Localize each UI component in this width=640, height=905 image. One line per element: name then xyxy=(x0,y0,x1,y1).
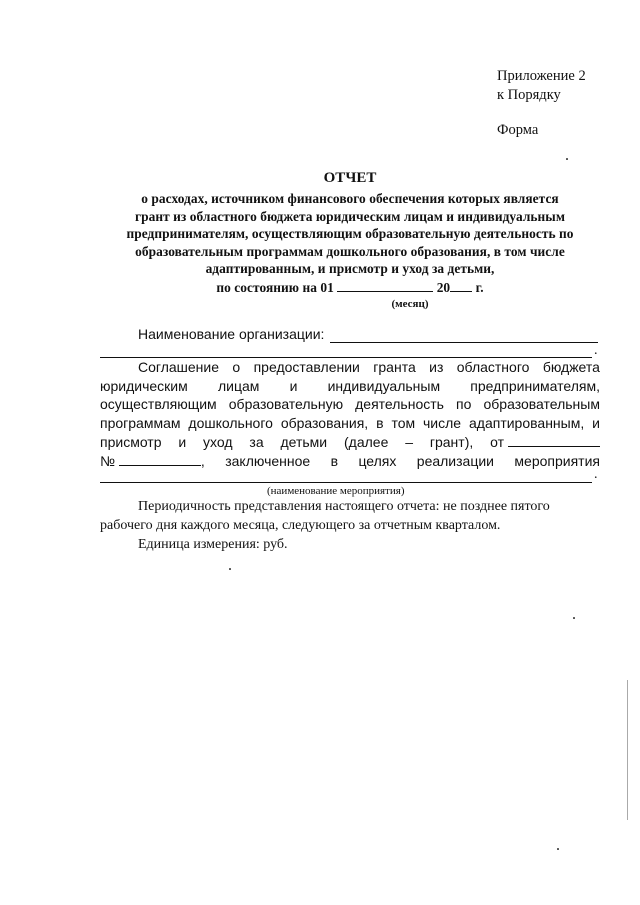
event-name-field xyxy=(100,482,592,483)
month-blank xyxy=(337,278,433,292)
report-date-line xyxy=(60,278,640,297)
organization-name-field xyxy=(330,342,598,343)
agreement-line: Соглашение о предоставлении гранта из областного бюджета xyxy=(138,359,600,375)
line-end-dot: . xyxy=(594,467,598,482)
agreement-number-blank xyxy=(119,452,201,466)
line-end-dot: . xyxy=(594,343,598,358)
appendix-reference xyxy=(497,67,586,105)
agreement-line: юридическим лицам и индивидуальным предпринимателям, xyxy=(100,377,600,394)
date-prefix: по состоянию на 01 xyxy=(216,279,334,295)
agreement-line: № , заключенное в целях реализации мероприятия xyxy=(100,452,600,469)
organization-label: Наименование организации: xyxy=(138,326,325,342)
scan-speck xyxy=(229,568,231,570)
subtitle-line: грант из областного бюджета юридическим лицам и индивидуальным xyxy=(134,208,565,224)
subtitle-line: образовательным программам дошкольного образования, в том числе xyxy=(135,243,565,259)
scan-edge-mark xyxy=(627,680,628,820)
agreement-paragraph xyxy=(100,358,600,470)
scan-speck xyxy=(573,617,575,619)
year-suffix: г. xyxy=(475,279,484,295)
periodicity-line: Периодичность представления настоящего отчета: не позднее пятого xyxy=(138,499,550,514)
agreement-date-blank xyxy=(508,433,600,447)
agreement-line: осуществляющим образовательную деятельность по образовательным xyxy=(100,396,600,413)
report-subtitle xyxy=(60,190,640,297)
agreement-line: программам дошкольного образования, в том числе адаптированным, и xyxy=(100,415,600,432)
subtitle-line: предпринимателям, осуществляющим образовательную деятельность по xyxy=(126,226,574,242)
report-title: ОТЧЕТ xyxy=(323,170,377,186)
periodicity-line: рабочего дня каждого месяца, следующего за отчетным кварталом. xyxy=(100,518,501,533)
scan-speck xyxy=(566,158,568,160)
year-blank xyxy=(450,278,472,292)
form-label: Форма xyxy=(497,122,539,138)
appendix-number: Приложение 2 xyxy=(497,68,586,84)
agreement-line: присмотр и уход за детьми (далее – грант), от xyxy=(100,433,600,452)
scan-speck xyxy=(557,848,559,850)
subtitle-line: адаптированным, и присмотр и уход за детьми, xyxy=(205,261,495,277)
unit-of-measure: Единица измерения: руб. xyxy=(138,537,288,552)
periodicity-paragraph xyxy=(100,497,600,554)
year-prefix: 20 xyxy=(436,279,451,295)
organization-name-row xyxy=(138,326,324,342)
event-caption: (наименование мероприятия) xyxy=(267,485,405,497)
month-caption: (месяц) xyxy=(391,298,429,310)
appendix-order: к Порядку xyxy=(497,87,561,103)
subtitle-line: о расходах, источником финансового обеспечения которых является xyxy=(141,191,559,206)
